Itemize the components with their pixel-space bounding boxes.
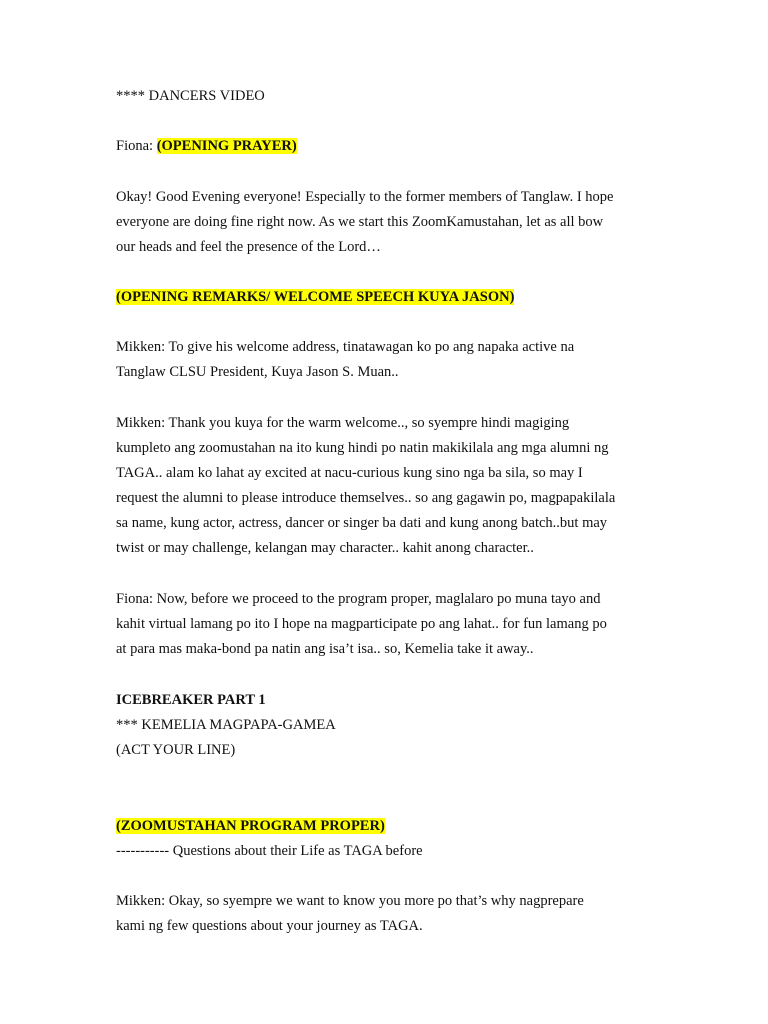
icebreaker-title: ICEBREAKER PART 1 — [116, 692, 266, 708]
paragraph-line: sa name, kung actor, actress, dancer or singer ba dati and kung anong batch..but may — [116, 515, 608, 531]
paragraph-line: Mikken: Thank you kuya for the warm welcome.., so syempre hindi magiging — [116, 415, 570, 431]
paragraph-line: kami ng few questions about your journey as TAGA. — [116, 918, 423, 934]
paragraph-line: TAGA.. alam ko lahat ay excited at nacu-curious kung sino nga ba sila, so may I — [116, 465, 583, 481]
icebreaker-game-line: *** KEMELIA MAGPAPA-GAMEA — [116, 717, 336, 733]
icebreaker-subtitle: (ACT YOUR LINE) — [116, 742, 236, 758]
paragraph-line: Fiona: Now, before we proceed to the program proper, maglalaro po muna tayo and — [116, 591, 601, 607]
paragraph-line: twist or may challenge, kelangan may character.. kahit anong character.. — [116, 540, 534, 556]
program-proper-cue — [116, 817, 385, 835]
paragraph-line: Mikken: To give his welcome address, tinatawagan ko po ang napaka active na — [116, 339, 575, 355]
paragraph-line: our heads and feel the presence of the Lord… — [116, 239, 381, 255]
heading-dancers-video: **** DANCERS VIDEO — [116, 88, 265, 104]
paragraph-line: Tanglaw CLSU President, Kuya Jason S. Muan.. — [116, 364, 399, 380]
paragraph-line: kahit virtual lamang po ito I hope na magparticipate po ang lahat.. for fun lamang po — [116, 616, 607, 632]
highlighted-cue: (ZOOMUSTAHAN PROGRAM PROPER) — [116, 818, 385, 834]
opening-prayer-cue: (OPENING PRAYER) — [156, 138, 297, 154]
paragraph-line: Mikken: Okay, so syempre we want to know you more po that’s why nagprepare — [116, 893, 584, 909]
paragraph-line: everyone are doing fine right now. As we start this ZoomKamustahan, let as all bow — [116, 214, 604, 230]
questions-line: ----------- Questions about their Life as TAGA before — [116, 843, 423, 859]
opening-remarks-cue — [116, 288, 514, 306]
paragraph-line: at para mas maka-bond pa natin ang isa’t isa.. so, Kemelia take it away.. — [116, 641, 534, 657]
paragraph-line: Okay! Good Evening everyone! Especially to the former members of Tanglaw. I hope — [116, 189, 614, 205]
highlighted-cue: (OPENING REMARKS/ WELCOME SPEECH KUYA JASON) — [116, 289, 515, 305]
speaker-label: Fiona: — [116, 138, 154, 154]
paragraph-line: kumpleto ang zoomustahan na ito kung hindi po natin makikilala ang mga alumni ng — [116, 440, 609, 456]
paragraph-line: request the alumni to please introduce themselves.. so ang gagawin po, magpapakilala — [116, 490, 616, 506]
fiona-opening-line — [116, 137, 297, 155]
